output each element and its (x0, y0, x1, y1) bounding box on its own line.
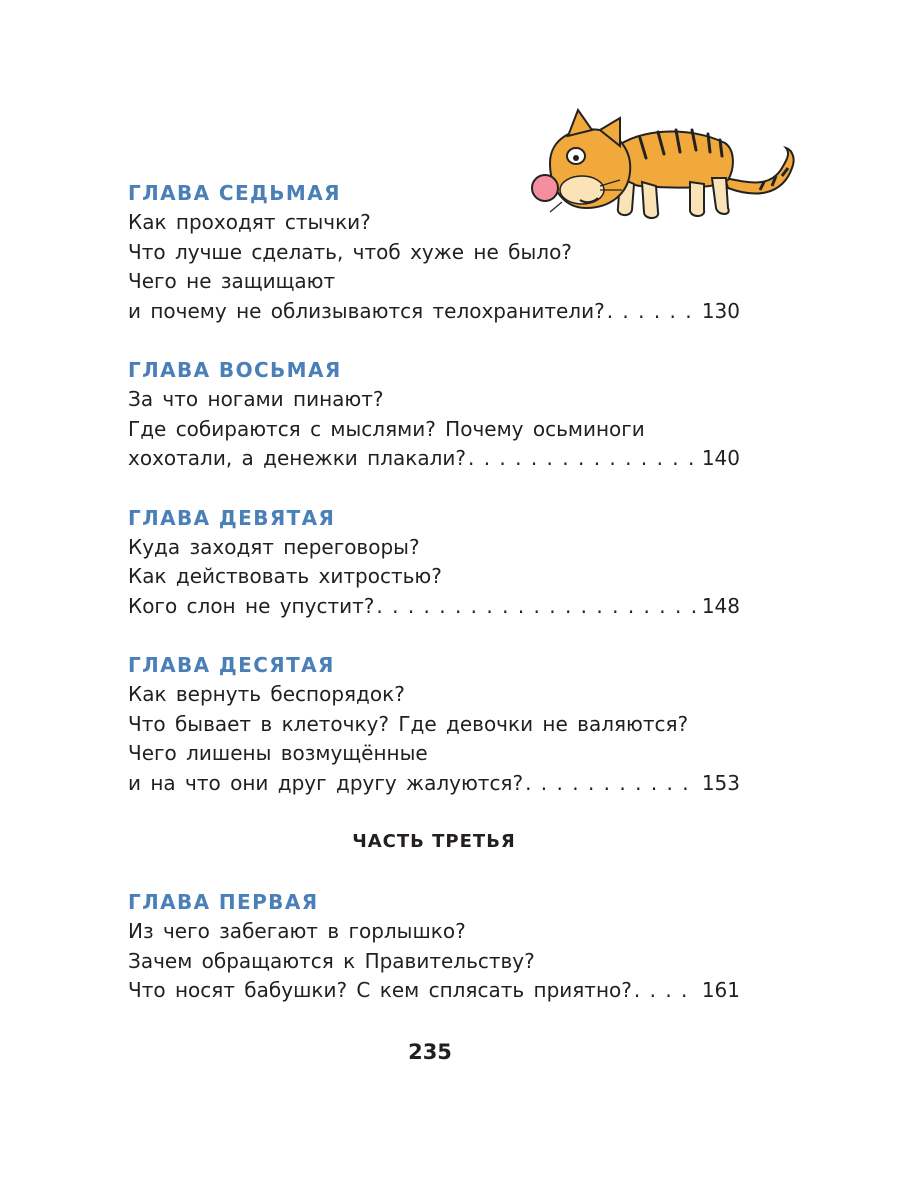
chapter-page-number: 140 (701, 446, 740, 470)
dot-leader (376, 592, 695, 622)
chapter-question: Куда заходят переговоры? (128, 534, 420, 559)
chapter-entry (128, 503, 740, 622)
chapter-question: Из чего забегают в горлышко? (128, 919, 466, 943)
dot-leader (468, 444, 696, 474)
table-of-contents (128, 178, 740, 1035)
chapter-question: хохотали, а денежки плакали? (128, 446, 466, 470)
dot-leader (634, 976, 696, 1006)
dot-leader (607, 297, 696, 327)
chapter-question: Чего лишены возмущённые (128, 741, 428, 765)
chapter-title: ГЛАВА ДЕВЯТАЯ (128, 505, 336, 530)
chapter-question: Что бывает в клеточку? Где девочки не валяются? (128, 711, 689, 736)
chapter-last-line (128, 769, 740, 799)
chapter-question: Что лучше сделать, чтоб хуже не было? (128, 239, 572, 264)
chapter-page-number: 153 (701, 770, 740, 795)
part-title: ЧАСТЬ ТРЕТЬЯ (352, 831, 516, 852)
chapter-question: Как проходят стычки? (128, 210, 371, 234)
chapter-question: Что носят бабушки? С кем сплясать приятно? (128, 978, 632, 1002)
dot-leader (525, 769, 696, 799)
chapter-title: ГЛАВА ДЕСЯТАЯ (128, 653, 335, 677)
chapter-page-number: 148 (701, 593, 740, 618)
chapter-title: ГЛАВА ВОСЬМАЯ (128, 358, 342, 382)
chapter-last-line (128, 444, 740, 474)
page-number: 235 (408, 1040, 452, 1064)
chapter-question: и на что они друг другу жалуются? (128, 770, 524, 795)
chapter-question: Чего не защищают (128, 269, 336, 293)
chapter-question: и почему не облизываются телохранители? (128, 298, 605, 323)
chapter-last-line (128, 297, 740, 327)
chapter-page-number: 161 (701, 978, 740, 1002)
chapter-entry (128, 650, 740, 798)
chapter-question: Где собираются с мыслями? Почему осьминоги (128, 416, 645, 441)
chapter-question: За что ногами пинают? (128, 387, 384, 411)
chapter-entry (128, 355, 740, 474)
chapter-question: Зачем обращаются к Правительству? (128, 948, 535, 973)
chapter-page-number: 130 (701, 298, 740, 323)
chapter-last-line (128, 976, 740, 1006)
chapter-entry (128, 887, 740, 1006)
chapter-title: ГЛАВА СЕДЬМАЯ (128, 181, 341, 205)
chapter-question: Кого слон не упустит? (128, 593, 375, 618)
chapter-question: Как вернуть беспорядок? (128, 682, 405, 706)
chapter-last-line (128, 592, 740, 622)
chapter-title: ГЛАВА ПЕРВАЯ (128, 890, 319, 914)
chapter-entry (128, 178, 740, 326)
chapter-question: Как действовать хитростью? (128, 564, 442, 588)
